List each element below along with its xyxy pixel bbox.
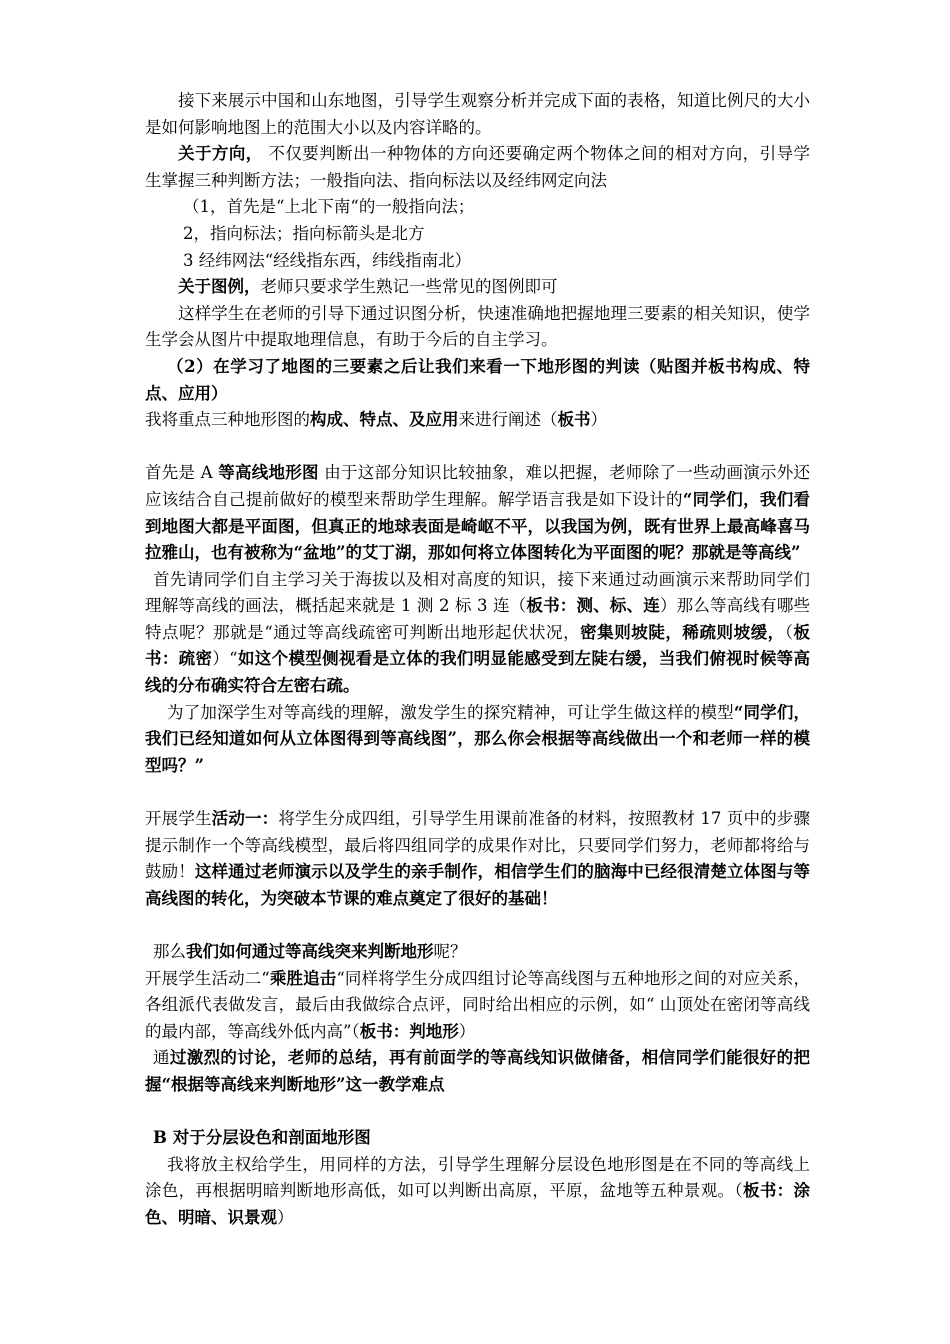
paragraph-three-maps: 我将重点三种地形图的构成、特点、及应用来进行阐述（板书）	[145, 410, 607, 430]
paragraph-summary: 这样学生在老师的引导下通过识图分析，快速准确地把握地理三要素的相关知识，使学生学会从图片中提取地理信息，有助于今后的自主学习。	[145, 303, 810, 350]
paragraph-contour-intro: 首先是 A 等高线地形图 由于这部分知识比较抽象，难以把握，老师除了一些动画演示外还应该结合自己提前做好的模型来帮助学生理解。解学语言我是如下设计的“同学们，我们看到地图大都是平面图，但真正的地球表面是崎岖不平，以我国为例，既有世界上最高峰喜马拉雅山，也有被称为“盆地”的艾丁湖，那如何将立体图转化为平面图的呢？那就是等高线”	[145, 463, 811, 563]
list-item-method-3: 3 经纬网法“经线指东西，纬线指南北）	[183, 250, 472, 270]
paragraph-layered-color: 我将放主权给学生，用同样的方法，引导学生理解分层设色地形图是在不同的等高线上涂色，再根据明暗判断地形高低，如可以判断出高原，平原，盆地等五种景观。（板书：涂色、明暗、识景观）	[145, 1154, 811, 1227]
blank-line	[145, 1099, 810, 1126]
list-item-method-1: （1，首先是“上北下南“的一般指向法；	[183, 197, 475, 217]
list-item-method-2: 2，指向标法；指向标箭头是北方	[183, 223, 425, 243]
paragraph-model-task: 为了加深学生对等高线的理解，激发学生的探究精神，可让学生做这样的模型“同学们，我们已经知道如何从立体图得到等高线图”，那么你会根据等高线做出一个和老师一样的模型吗？”	[145, 702, 811, 775]
paragraph-contour-drawing: 首先请同学们自主学习关于海拔以及相对高度的知识，接下来通过动画演示来帮助同学们理解等高线的画法，概括起来就是 1 测 2 标 3 连（板书：测、标、连）那么等高线有哪些特点呢？那就是“通过等高线疏密可判断出地形起伏状况，密集则坡陡，稀疏则坡缓，（板书：疏密）“如这个模型侧视看是立体的我们明显能感受到左陡右缓，当我们俯视时候等高线的分布确实符合左密右疏。	[145, 569, 811, 696]
paragraph-question: 那么我们如何通过等高线突来判断地形呢？	[153, 942, 467, 961]
blank-line	[145, 434, 810, 461]
section-heading-topographic-map: （2）在学习了地图的三要素之后让我们来看一下地形图的判读（贴图并板书构成、特点、应用）	[145, 356, 810, 403]
paragraph-discussion: 通过激烈的讨论，老师的总结，再有前面学的等高线知识做储备，相信同学们能很好的把握“根据等高线来判断地形”这一教学难点	[145, 1048, 811, 1094]
blank-line	[145, 912, 810, 939]
section-heading-layered-color: B 对于分层设色和剖面地形图	[153, 1128, 371, 1148]
paragraph-direction: 关于方向， 不仅要判断出一种物体的方向还要确定两个物体之间的相对方向，引导学生掌握三种判断方法；一般指向法、指向标法以及经纬网定向法	[145, 144, 811, 190]
document-page	[145, 88, 810, 1232]
paragraph-activity-two: 开展学生活动二“乘胜追击“同样将学生分成四组讨论等高线图与五种地形之间的对应关系，各组派代表做发言，最后由我做综合点评，同时给出相应的示例，如“ 山顶处在密闭等高线的最内部，等高线外低内高”（板书：判地形）	[145, 968, 811, 1041]
blank-line	[145, 779, 810, 806]
paragraph-legend: 关于图例，老师只要求学生熟记一些常见的图例即可	[178, 277, 558, 297]
paragraph-activity-one: 开展学生活动一：将学生分成四组，引导学生用课前准备的材料，按照教材 17 页中的步骤提示制作一个等高线模型，最后将四组同学的成果作对比，只要同学们努力，老师都将给与鼓励！这样通过老师演示以及学生的亲手制作，相信学生们的脑海中已经很清楚立体图与等高线图的转化，为突破本节课的难点奠定了很好的基础！	[145, 809, 811, 908]
paragraph-map-scale: 接下来展示中国和山东地图，引导学生观察分析并完成下面的表格，知道比例尺的大小是如何影响地图上的范围大小以及内容详略的。	[145, 91, 810, 137]
